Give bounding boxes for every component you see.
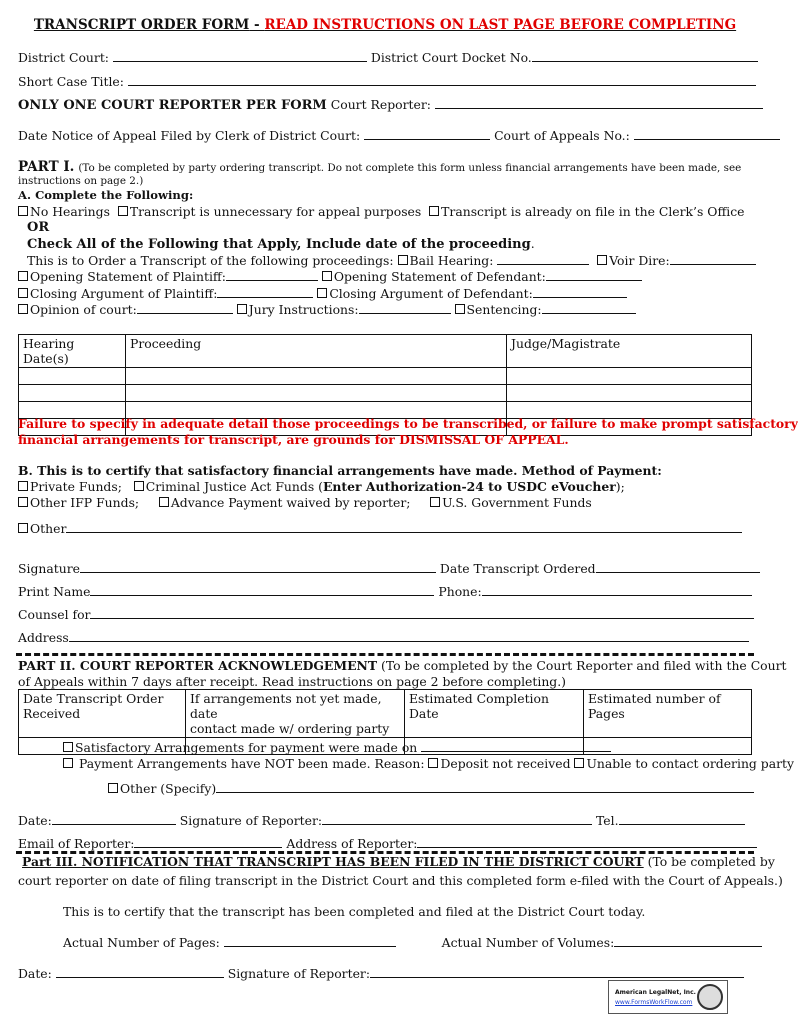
private-funds-label: Private Funds; xyxy=(30,479,122,494)
closing-defendant-label: Closing Argument of Defendant: xyxy=(329,286,533,301)
voir-dire-date-field[interactable] xyxy=(670,253,756,265)
table-cell[interactable] xyxy=(19,385,126,402)
section-a-options xyxy=(18,204,744,219)
part1-note-line2: instructions on page 2.) xyxy=(18,175,144,187)
table-cell[interactable] xyxy=(126,368,507,385)
section-b-heading: B. This is to certify that satisfactory financial arrangements have made. Method of Payment: xyxy=(18,463,662,478)
other-payment-row xyxy=(18,521,742,536)
order-intro-row xyxy=(27,253,756,268)
actual-counts-row xyxy=(63,935,762,950)
sentencing-checkbox[interactable] xyxy=(455,304,465,314)
part3-note-line2: court reporter on date of filing transcript in the District Court and this completed form e-filed with the Court of Appeals.) xyxy=(18,873,783,888)
phone-label: Phone: xyxy=(438,584,482,599)
part2-divider xyxy=(16,653,754,656)
closing-defendant-checkbox[interactable] xyxy=(317,288,327,298)
deposit-not-received-checkbox[interactable] xyxy=(428,758,438,768)
reporter-email-row xyxy=(18,836,757,851)
other-specify-field[interactable] xyxy=(216,781,754,793)
court-of-appeals-no-label: Court of Appeals No.: xyxy=(494,128,630,143)
table-row xyxy=(19,368,752,385)
opinion-of-court-checkbox[interactable] xyxy=(18,304,28,314)
table-header-row xyxy=(19,690,752,738)
reporter-address-field[interactable] xyxy=(417,836,757,848)
unable-to-contact-label: Unable to contact ordering party xyxy=(586,756,795,771)
other-specify-label: Other (Specify) xyxy=(120,781,217,796)
satisfactory-arrangements-label: Satisfactory Arrangements for payment were made on xyxy=(75,740,418,755)
header-arrangements-contact: If arrangements not yet made, date contact made w/ ordering party xyxy=(186,690,405,738)
closing-plaintiff-date-field[interactable] xyxy=(217,286,313,298)
us-gov-funds-label: U.S. Government Funds xyxy=(442,495,592,510)
opinion-of-court-date-field[interactable] xyxy=(137,302,233,314)
opening-defendant-label: Opening Statement of Defendant: xyxy=(333,269,546,284)
deposit-not-received-label: Deposit not received xyxy=(440,756,571,771)
closing-plaintiff-checkbox[interactable] xyxy=(18,288,28,298)
header-date-order-received: Date Transcript Order Received xyxy=(19,690,186,738)
counsel-for-label: Counsel for xyxy=(18,607,91,622)
table-cell[interactable] xyxy=(19,368,126,385)
or-label: OR xyxy=(27,220,50,235)
filing-signature-label: Signature of Reporter: xyxy=(227,966,370,981)
not-made-label: Payment Arrangements have NOT been made. Reason: xyxy=(78,756,425,771)
voir-dire-checkbox[interactable] xyxy=(597,255,607,265)
part1-heading: PART I. xyxy=(18,159,75,175)
unable-to-contact-checkbox[interactable] xyxy=(574,758,584,768)
opinion-of-court-label: Opinion of court: xyxy=(30,302,137,317)
section-a-heading: A. Complete the Following: xyxy=(18,188,194,202)
title-instruction: READ INSTRUCTIONS ON LAST PAGE BEFORE COMPLETING xyxy=(264,17,737,33)
signature-label: Signature xyxy=(18,561,80,576)
closing-defendant-date-field[interactable] xyxy=(533,286,627,298)
table-header-judge: Judge/Magistrate xyxy=(507,335,752,368)
table-cell[interactable] xyxy=(507,385,752,402)
cja-funds-label: Criminal Justice Act Funds ( xyxy=(145,479,323,494)
print-name-field[interactable] xyxy=(90,584,434,596)
date-transcript-ordered-label: Date Transcript Ordered xyxy=(439,561,596,576)
other-specify-checkbox[interactable] xyxy=(108,783,118,793)
other-payment-field[interactable] xyxy=(66,521,742,533)
opening-plaintiff-date-field[interactable] xyxy=(226,269,318,281)
dismissal-warning-line2: financial arrangements for transcript, are grounds for DISMISSAL OF APPEAL. xyxy=(18,432,569,447)
transcript-unnecessary-label: Transcript is unnecessary for appeal purposes xyxy=(129,204,422,219)
reporter-address-label: Address of Reporter: xyxy=(286,836,418,851)
reporter-signature-field[interactable] xyxy=(322,813,592,825)
other-ifp-checkbox[interactable] xyxy=(18,497,28,507)
satisfactory-arrangements-row xyxy=(63,740,611,755)
publisher-link[interactable]: www.FormsWorkFlow.com xyxy=(615,999,693,1006)
actual-volumes-label: Actual Number of Volumes: xyxy=(441,935,615,950)
date-notice-row xyxy=(18,128,780,143)
order-intro-label: This is to Order a Transcript of the following proceedings: xyxy=(27,253,394,268)
reporter-email-label: Email of Reporter: xyxy=(18,836,135,851)
sentencing-label: Sentencing: xyxy=(466,302,542,317)
advance-payment-checkbox[interactable] xyxy=(159,497,169,507)
sentencing-date-field[interactable] xyxy=(542,302,636,314)
court-reporter-field[interactable] xyxy=(435,97,763,109)
counsel-for-row xyxy=(18,607,754,622)
reporter-email-field[interactable] xyxy=(134,836,282,848)
part1-note: (To be completed by party ordering transcript. Do not complete this form unless financial arrangements have been made, see xyxy=(78,162,742,174)
advance-payment-label: Advance Payment waived by reporter; xyxy=(170,495,411,510)
court-reporter-label: Court Reporter: xyxy=(330,97,431,112)
part2-note-line2: of Appeals within 7 days after receipt. Read instructions on page 2 before completing.) xyxy=(18,674,567,689)
bail-hearing-date-field[interactable] xyxy=(497,253,589,265)
header-estimated-pages: Estimated number of Pages xyxy=(584,690,752,738)
form-title-text: TRANSCRIPT ORDER FORM xyxy=(33,17,250,33)
table-row xyxy=(19,385,752,402)
opinion-jury-sentencing-row xyxy=(18,302,636,317)
date-transcript-ordered-field[interactable] xyxy=(596,561,760,573)
filing-date-label: Date: xyxy=(18,966,52,981)
opening-plaintiff-checkbox[interactable] xyxy=(18,271,28,281)
other-specify-row xyxy=(108,781,754,796)
court-of-appeals-no-field[interactable] xyxy=(634,128,780,140)
table-header-hearing-dates: Hearing Date(s) xyxy=(19,335,126,368)
cja-authorization-note: Enter Authorization-24 to USDC eVoucher xyxy=(322,479,616,494)
filing-certification-text: This is to certify that the transcript has been completed and filed at the District Court today. xyxy=(63,904,646,919)
signature-field[interactable] xyxy=(80,561,436,573)
district-court-label: District Court: xyxy=(18,50,109,65)
jury-instructions-date-field[interactable] xyxy=(359,302,451,314)
opening-defendant-date-field[interactable] xyxy=(546,269,642,281)
private-funds-checkbox[interactable] xyxy=(18,481,28,491)
reporter-date-field[interactable] xyxy=(52,813,176,825)
date-notice-field[interactable] xyxy=(364,128,490,140)
reporter-tel-label: Tel. xyxy=(596,813,619,828)
filing-signature-field[interactable] xyxy=(370,966,744,978)
part3-note: (To be completed by xyxy=(647,854,775,869)
closing-arguments-row xyxy=(18,286,627,301)
part3-heading: Part III. NOTIFICATION THAT TRANSCRIPT HAS BEEN FILED IN THE DISTRICT COURT xyxy=(22,854,644,869)
short-case-title-row xyxy=(18,74,756,89)
payment-row-1: Private Funds; Criminal Justice Act Funds (Enter Authorization-24 to USDC eVoucher); xyxy=(18,479,625,494)
payment-row-2 xyxy=(18,495,592,510)
table-header-row xyxy=(19,335,752,368)
dismissal-warning-line1: Failure to specify in adequate detail those proceedings to be transcribed, or failure to make prompt satisfactory xyxy=(18,416,798,431)
address-row xyxy=(18,630,749,645)
table-cell[interactable] xyxy=(126,385,507,402)
short-case-title-label: Short Case Title: xyxy=(18,74,124,89)
other-ifp-label: Other IFP Funds; xyxy=(30,495,140,510)
cja-funds-checkbox[interactable] xyxy=(134,481,144,491)
jury-instructions-checkbox[interactable] xyxy=(237,304,247,314)
no-hearings-label: No Hearings xyxy=(30,204,110,219)
bail-hearing-label: Bail Hearing: xyxy=(409,253,494,268)
part2-note: (To be completed by the Court Reporter and filed with the Court xyxy=(381,658,787,673)
not-made-row xyxy=(63,756,794,771)
opening-defendant-checkbox[interactable] xyxy=(322,271,332,281)
phone-field[interactable] xyxy=(482,584,752,596)
other-payment-label: Other xyxy=(30,521,67,536)
seal-icon xyxy=(697,984,723,1010)
check-all-heading: Check All of the Following that Apply, Include date of the proceeding. xyxy=(27,236,535,252)
reporter-signature-label: Signature of Reporter: xyxy=(179,813,323,828)
print-name-label: Print Name xyxy=(18,584,91,599)
no-hearings-checkbox[interactable] xyxy=(18,206,28,216)
publisher-logo xyxy=(608,980,728,1014)
reporter-tel-field[interactable] xyxy=(619,813,745,825)
header-estimated-completion: Estimated Completion Date xyxy=(405,690,584,738)
docket-no-label: District Court Docket No. xyxy=(370,50,532,65)
satisfactory-arrangements-checkbox[interactable] xyxy=(63,742,73,752)
other-payment-checkbox[interactable] xyxy=(18,523,28,533)
actual-volumes-field[interactable] xyxy=(614,935,762,947)
not-made-checkbox[interactable] xyxy=(63,758,73,768)
part2-header-line1 xyxy=(18,658,787,673)
form-title: TRANSCRIPT ORDER FORM - READ INSTRUCTIONS ON LAST PAGE BEFORE COMPLETING xyxy=(33,17,737,33)
publisher-name: American LegalNet, Inc. xyxy=(615,989,696,996)
jury-instructions-label: Jury Instructions: xyxy=(248,302,359,317)
table-header-proceeding: Proceeding xyxy=(126,335,507,368)
transcript-on-file-label: Transcript is already on file in the Clerk’s Office xyxy=(441,204,745,219)
us-gov-funds-checkbox[interactable] xyxy=(430,497,440,507)
transcript-on-file-checkbox[interactable] xyxy=(429,206,439,216)
transcript-unnecessary-checkbox[interactable] xyxy=(118,206,128,216)
bail-hearing-checkbox[interactable] xyxy=(398,255,408,265)
reporter-date-row xyxy=(18,813,745,828)
satisfactory-arrangements-date-field[interactable] xyxy=(421,740,611,752)
opening-plaintiff-label: Opening Statement of Plaintiff: xyxy=(30,269,226,284)
table-cell[interactable] xyxy=(507,368,752,385)
one-reporter-notice: ONLY ONE COURT REPORTER PER FORM xyxy=(18,98,327,113)
date-notice-label: Date Notice of Appeal Filed by Clerk of District Court: xyxy=(18,128,361,143)
docket-no-field[interactable] xyxy=(532,50,758,62)
filing-date-row xyxy=(18,966,744,981)
part2-heading: PART II. COURT REPORTER ACKNOWLEDGEMENT xyxy=(18,658,378,673)
signature-row xyxy=(18,561,760,576)
reporter-date-label: Date: xyxy=(18,813,52,828)
actual-pages-field[interactable] xyxy=(224,935,396,947)
opening-statements-row xyxy=(18,269,642,284)
closing-plaintiff-label: Closing Argument of Plaintiff: xyxy=(30,286,218,301)
part3-header-line1 xyxy=(22,854,775,869)
district-court-field[interactable] xyxy=(113,50,367,62)
address-label: Address xyxy=(18,630,69,645)
court-reporter-row xyxy=(18,97,763,113)
voir-dire-label: Voir Dire: xyxy=(609,253,670,268)
district-court-row xyxy=(18,50,758,65)
short-case-title-field[interactable] xyxy=(128,74,756,86)
actual-pages-label: Actual Number of Pages: xyxy=(63,935,220,950)
print-name-row xyxy=(18,584,752,599)
address-field[interactable] xyxy=(69,630,749,642)
counsel-for-field[interactable] xyxy=(90,607,754,619)
filing-date-field[interactable] xyxy=(56,966,224,978)
